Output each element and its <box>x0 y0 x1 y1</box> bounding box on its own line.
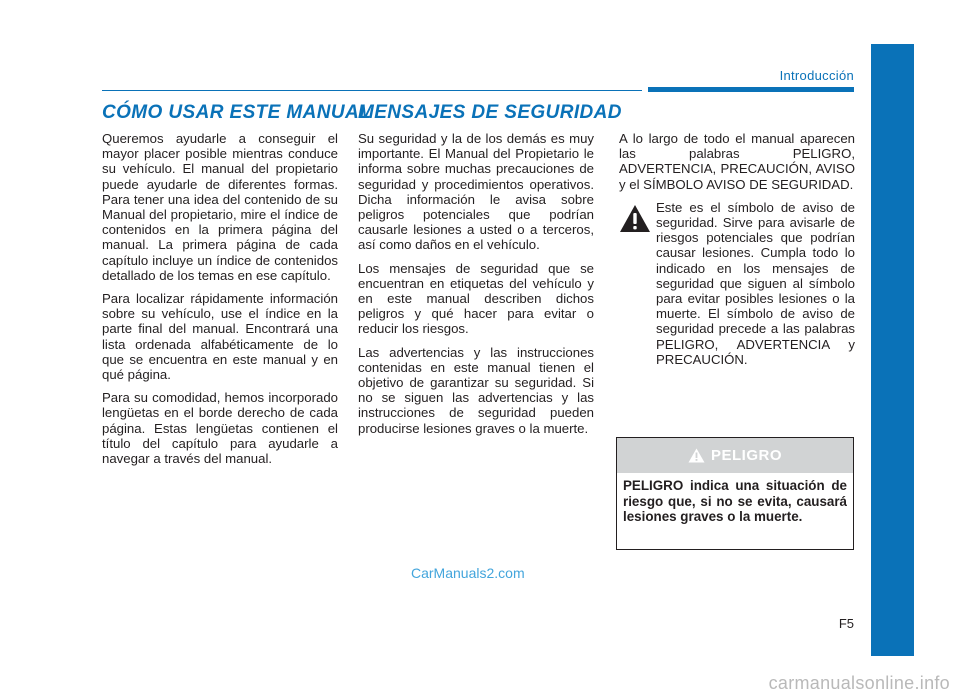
paragraph: Las advertencias y las instrucciones contenidas en este manual tienen el objetivo de garantizar su seguridad. Si no se siguen las advertencias y las instrucciones de seguridad pueden producirse lesiones graves o la muerte. <box>358 344 594 436</box>
danger-box-body: PELIGRO indica una situación de riesgo que, si no se evita, causará lesiones graves o la muerte. <box>623 478 847 525</box>
chapter-side-tab <box>871 44 914 656</box>
intro-paragraph: A lo largo de todo el manual aparecen las palabras PELIGRO, ADVERTENCIA, PRECAUCIÓN, AVISO y el SÍMBOLO AVISO DE SEGURIDAD. <box>619 131 855 192</box>
header-rule-thin <box>102 90 642 91</box>
paragraph: Su seguridad y la de los demás es muy importante. El Manual del Propietario le informa sobre muchas precauciones de seguridad y procedimientos operativos. Dicha información le avisa sobre peligros potenciales que podrían causarle lesiones a usted o a terceros, así como daños en el vehículo. <box>358 131 594 253</box>
heading-how-to-use: CÓMO USAR ESTE MANUAL <box>102 102 372 123</box>
page-number: F5 <box>838 616 854 631</box>
column-middle <box>358 131 594 444</box>
danger-box-header <box>617 438 853 473</box>
heading-safety-messages: MENSAJES DE SEGURIDAD <box>358 102 622 123</box>
paragraph: Para su comodidad, hemos incorporado lengüetas en el borde derecho de cada página. Estas lengüetas contienen el título del capítulo para ayudarle a navegar a través del manual. <box>102 390 338 467</box>
site-watermark: carmanualsonline.info <box>768 673 950 693</box>
paragraph: Queremos ayudarle a conseguir el mayor placer posible mientras conduce su vehículo. El manual del propietario puede ayudarle de diferentes formas. Para tener una idea del contenido de su Manual del propietario, mire el índice de contenidos en la primera página del manual. La primera página de cada capítulo incluye un índice de contenidos detallado de los temas en ese capítulo. <box>102 131 338 283</box>
column-right <box>619 131 855 367</box>
column-left <box>102 131 338 474</box>
warning-triangle-icon <box>619 200 651 367</box>
watermark-link[interactable]: CarManuals2.com <box>411 565 525 581</box>
safety-symbol-block <box>619 200 855 367</box>
danger-box <box>616 437 854 550</box>
section-title: Introducción <box>779 68 854 83</box>
safety-symbol-text: Este es el símbolo de aviso de seguridad. Sirve para avisarle de riesgos potenciales que podrían causar lesiones. Cumpla todo lo indicado en los mensajes de seguridad que siguen al símbolo para evitar posibles lesiones o la muerte. El símbolo de aviso de seguridad precede a las palabras PELIGRO, ADVERTENCIA y PRECAUCIÓN. <box>656 199 855 367</box>
header-rule-thick <box>648 87 854 92</box>
warning-triangle-icon <box>688 448 705 463</box>
danger-box-label: PELIGRO <box>710 447 782 464</box>
paragraph: Para localizar rápidamente información sobre su vehículo, use el índice en la parte final del manual. Encontrará una lista ordenada alfabéticamente de lo que se encuentra en este manual y en qué página. <box>102 291 338 383</box>
paragraph: Los mensajes de seguridad que se encuentran en etiquetas del vehículo y en este manual describen dichos peligros y qué hacer para evitar o reducir los riesgos. <box>358 260 594 337</box>
